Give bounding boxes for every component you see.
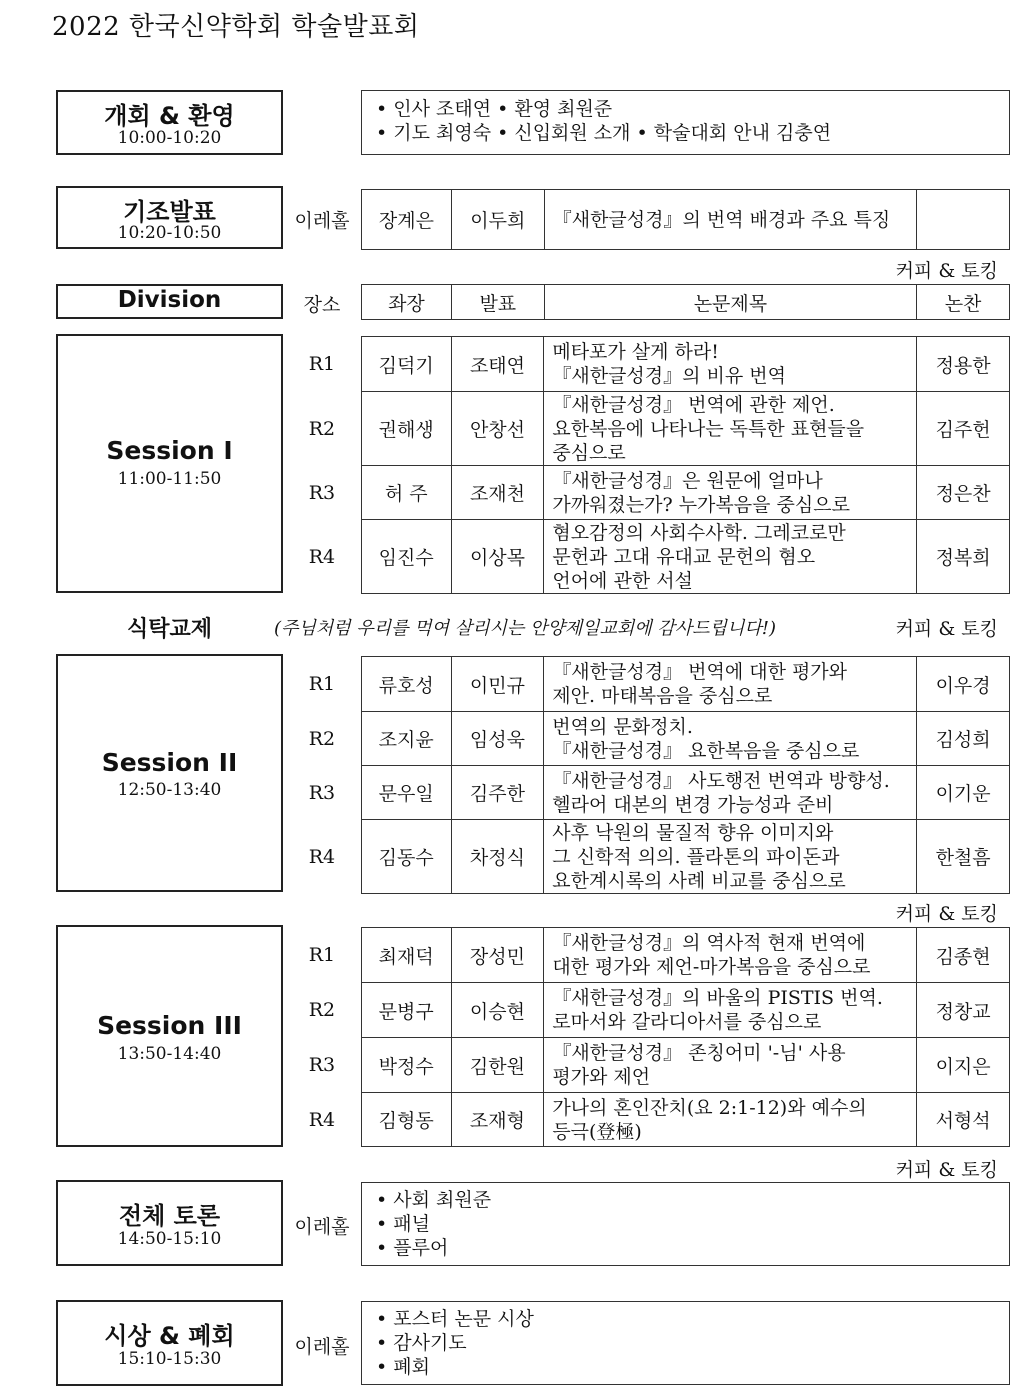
chair-cell: 허 주 [361,466,451,520]
keynote-chair: 장계은 [362,190,452,250]
closing-heading: 시상 & 폐회 [104,1322,235,1350]
paper-title-line: 『새한글성경』 번역에 대한 평가와 [552,661,848,683]
discussion-heading-box [56,1180,283,1266]
chair-cell: 박정수 [361,1038,451,1093]
presenter-column-header: 발표 [451,285,544,320]
table-row [283,820,1010,894]
session-1-table [283,336,1010,594]
paper-title-line: 로마서와 갈라디아서를 중심으로 [552,1011,822,1033]
paper-title-line: 문헌과 고대 유대교 문헌의 혐오 [552,545,816,568]
table-row [283,337,1010,392]
paper-title-cell [544,820,917,894]
discussion-item: • 사회 최원준 [376,1189,492,1211]
paper-title-line: 『새한글성경』 요한복음을 중심으로 [552,739,860,762]
room-cell: R1 [308,673,336,695]
room-cell: R3 [308,481,336,504]
paper-title-line: 제안. 마태복음을 중심으로 [552,685,773,707]
discussant-cell: 이기운 [917,766,1010,820]
paper-title-line: 『새한글성경』의 바울의 PISTIS 번역. [552,987,883,1009]
chair-cell: 권해생 [361,392,451,466]
closing-item: • 포스터 논문 시상 [376,1308,534,1330]
discussant-cell: 김성희 [917,712,1010,766]
closing-room: 이레홀 [294,1336,350,1358]
paper-title-line: 『새한글성경』의 역사적 현재 번역에 [552,932,866,954]
discussion-heading: 전체 토론 [118,1202,221,1230]
room-cell: R4 [308,545,336,568]
presenter-cell: 김한원 [451,1038,544,1093]
opening-time: 10:00-10:20 [117,128,222,148]
room-cell: R1 [308,944,336,966]
paper-title-line: 『새한글성경』 존칭어미 '-님' 사용 [552,1042,846,1064]
discussant-column-header: 논찬 [917,285,1010,320]
paper-title-cell [544,983,917,1038]
table-row [283,392,1010,466]
presenter-cell: 임성욱 [451,712,544,766]
keynote-heading: 기조발표 [123,198,216,226]
division-header-box [56,284,283,319]
keynote-paper: 『새한글성경』의 번역 배경과 주요 특징 [544,190,916,250]
chair-cell: 류호성 [361,657,451,712]
table-row [283,1093,1010,1147]
division-header: Division [117,287,222,313]
paper-title-line: 번역의 문화정치. [552,715,693,738]
room-cell: R3 [308,1054,336,1076]
coffee-break-2: 커피 & 토킹 [895,618,998,640]
session-3-heading: Session III [97,1011,242,1040]
discussant-cell: 정용한 [917,337,1010,392]
discussant-cell: 정복희 [917,520,1010,594]
paper-title-line: 『새한글성경』 번역에 관한 제언. [552,393,835,416]
opening-notes [361,90,1010,155]
paper-title-cell [544,928,917,983]
chair-cell: 조지윤 [361,712,451,766]
table-row [283,657,1010,712]
session-3-table [283,927,1010,1147]
room-cell: R3 [308,781,336,804]
session-1-time: 11:00-11:50 [117,469,222,489]
room-cell: R2 [308,727,336,750]
table-row [283,983,1010,1038]
chair-cell: 문우일 [361,766,451,820]
chair-cell: 김덕기 [361,337,451,392]
paper-title-line: 대한 평가와 제언-마가복음을 중심으로 [552,956,871,978]
column-header-table [361,284,1010,320]
chair-cell: 김형동 [361,1093,451,1147]
lunch-note: (주님처럼 우리를 먹여 살리시는 안양제일교회에 감사드립니다!) [274,618,776,639]
room-cell: R2 [308,999,336,1021]
paper-title-cell [544,520,917,594]
room-cell: R4 [308,1108,336,1131]
opening-line-2: • 기도 최영숙 • 신입회원 소개 • 학술대회 안내 김충연 [376,122,832,144]
paper-title-line: 가나의 혼인잔치(요 2:1-12)와 예수의 [552,1096,867,1119]
discussant-cell: 한철흠 [917,820,1010,894]
paper-title-line: 가까워졌는가? 누가복음을 중심으로 [552,493,850,516]
paper-title-line: 요한복음에 나타나는 독특한 표현들을 [552,417,865,440]
paper-title-cell [544,337,917,392]
session-1-heading-box [56,334,283,593]
lunch-heading: 식탁교제 [126,617,212,642]
paper-title-line: 중심으로 [552,441,626,464]
paper-title-cell [544,657,917,712]
paper-title-cell [544,392,917,466]
paper-title-cell [544,466,917,520]
table-row [283,466,1010,520]
discussant-cell: 서형석 [917,1093,1010,1147]
keynote-room: 이레홀 [294,210,350,232]
paper-title-line: 메타포가 살게 하라! [552,341,719,363]
session-1-heading: Session I [106,436,233,465]
discussion-time: 14:50-15:10 [117,1229,222,1249]
coffee-break-3: 커피 & 토킹 [895,903,998,925]
paper-title-line: 『새한글성경』 사도행전 번역과 방향성. [552,769,890,792]
paper-title-line: 요한계시록의 사례 비교를 중심으로 [552,869,846,892]
keynote-presenter: 이두희 [451,190,544,250]
discussion-notes [361,1182,1010,1266]
chair-column-header: 좌장 [362,285,452,320]
discussant-cell: 정은찬 [917,466,1010,520]
paper-title-line: 혐오감정의 사회수사학. 그레코로만 [552,521,846,544]
closing-item: • 감사기도 [376,1332,467,1354]
discussion-item: • 플루어 [376,1237,449,1259]
room-cell: R1 [308,353,336,375]
presenter-cell: 이상목 [451,520,544,594]
session-2-table [283,656,1010,894]
discussant-cell: 이우경 [917,657,1010,712]
session-3-heading-box [56,925,283,1147]
table-row [283,928,1010,983]
discussant-cell: 김종현 [917,928,1010,983]
paper-column-header: 논문제목 [544,285,916,320]
paper-title-cell [544,1038,917,1093]
room-column-header: 장소 [303,294,341,316]
paper-title-cell [544,766,917,820]
chair-cell: 문병구 [361,983,451,1038]
paper-title-line: 『새한글성경』은 원문에 얼마나 [552,469,823,492]
presenter-cell: 이민규 [451,657,544,712]
presenter-cell: 안창선 [451,392,544,466]
chair-cell: 임진수 [361,520,451,594]
presenter-cell: 조재형 [451,1093,544,1147]
closing-heading-box [56,1300,283,1386]
discussion-item: • 패널 [376,1213,430,1235]
session-3-time: 13:50-14:40 [117,1044,222,1064]
presenter-cell: 차정식 [451,820,544,894]
paper-title-cell [544,712,917,766]
closing-time: 15:10-15:30 [117,1349,222,1369]
chair-cell: 최재덕 [361,928,451,983]
closing-notes [361,1301,1010,1385]
keynote-time: 10:20-10:50 [117,223,222,243]
page-title: 2022 한국신약학회 학술발표회 [52,12,420,42]
paper-title-line: 평가와 제언 [552,1066,651,1088]
opening-heading-box [56,90,283,155]
table-row [283,712,1010,766]
closing-item: • 폐회 [376,1356,430,1378]
presenter-cell: 장성민 [451,928,544,983]
session-2-heading: Session II [101,748,238,777]
session-2-time: 12:50-13:40 [117,780,222,800]
paper-title-line: 헬라어 대본의 변경 가능성과 준비 [552,793,834,816]
presenter-cell: 조재천 [451,466,544,520]
table-row [283,766,1010,820]
presenter-cell: 조태연 [451,337,544,392]
opening-line-1: • 인사 조태연 • 환영 최원준 [376,98,613,120]
coffee-break-1: 커피 & 토킹 [895,260,998,282]
session-2-heading-box [56,654,283,892]
room-cell: R2 [308,417,336,440]
opening-heading: 개회 & 환영 [104,102,235,130]
chair-cell: 김동수 [361,820,451,894]
paper-title-cell [544,1093,917,1147]
coffee-break-4: 커피 & 토킹 [895,1159,998,1181]
paper-title-line: 등극(登極) [552,1120,642,1143]
discussant-cell: 김주헌 [917,392,1010,466]
keynote-table [361,189,1010,250]
discussant-cell: 정창교 [917,983,1010,1038]
discussant-cell: 이지은 [917,1038,1010,1093]
table-row [283,1038,1010,1093]
presenter-cell: 이승현 [451,983,544,1038]
paper-title-line: 사후 낙원의 물질적 향유 이미지와 [552,821,834,844]
keynote-discussant [917,190,1010,250]
room-cell: R4 [308,845,336,868]
keynote-heading-box [56,186,283,249]
presenter-cell: 김주한 [451,766,544,820]
table-row [283,520,1010,594]
paper-title-line: 언어에 관한 서설 [552,569,693,592]
discussion-room: 이레홀 [294,1216,350,1238]
paper-title-line: 『새한글성경』의 비유 번역 [552,365,786,387]
paper-title-line: 그 신학적 의의. 플라톤의 파이돈과 [552,845,840,868]
